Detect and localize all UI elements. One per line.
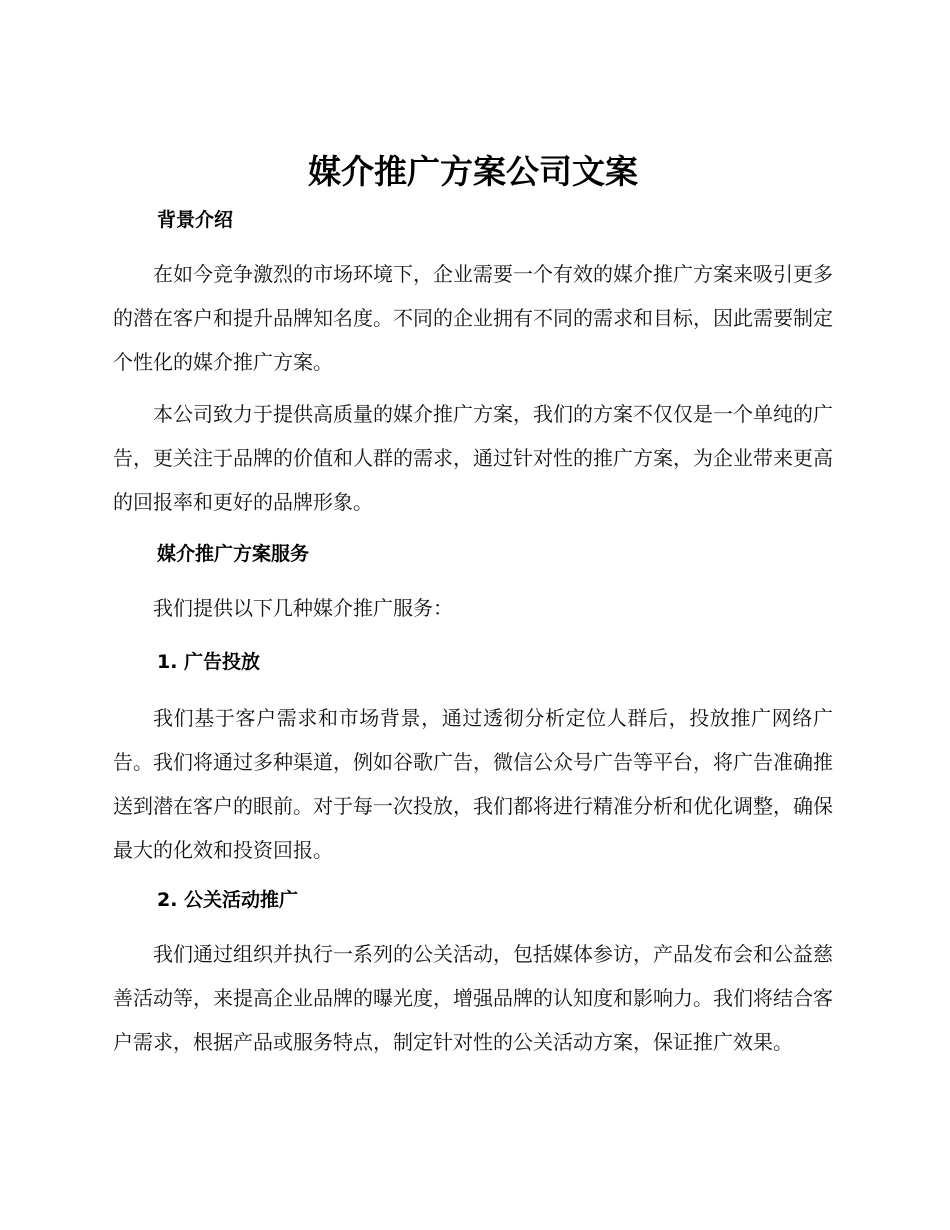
paragraph-services-intro: 我们提供以下几种媒介推广服务：	[153, 596, 453, 620]
service-heading-pr: 2. 公关活动推广	[157, 889, 299, 911]
paragraph-background-2: 本公司致力于提供高质量的媒介推广方案，我们的方案不仅仅是一个单纯的广告，更关注于品牌的价值和人群的需求，通过针对性的推广方案，为企业带来更高的回报率和更好的品牌形象。	[113, 402, 833, 514]
document-title: 媒介推广方案公司文案	[308, 152, 638, 191]
paragraph-service-pr: 我们通过组织并执行一系列的公关活动，包括媒体参访，产品发布会和公益慈善活动等，来提高企业品牌的曝光度，增强品牌的认知度和影响力。我们将结合客户需求，根据产品或服务特点，制定针对性的公关活动方案，保证推广效果。	[113, 942, 833, 1054]
section-heading-services: 媒介推广方案服务	[157, 543, 310, 565]
paragraph-service-ads: 我们基于客户需求和市场背景，通过透彻分析定位人群后，投放推广网络广告。我们将通过多种渠道，例如谷歌广告，微信公众号广告等平台，将广告准确推送到潜在客户的眼前。对于每一次投放，我们都将进行精准分析和优化调整，确保最大的化效和投资回报。	[113, 706, 833, 862]
paragraph-background-1: 在如今竞争激烈的市场环境下，企业需要一个有效的媒介推广方案来吸引更多的潜在客户和提升品牌知名度。不同的企业拥有不同的需求和目标，因此需要制定个性化的媒介推广方案。	[113, 262, 833, 374]
document-page	[113, 0, 833, 1230]
section-heading-background: 背景介绍	[157, 209, 234, 231]
service-heading-ads: 1. 广告投放	[157, 651, 261, 673]
